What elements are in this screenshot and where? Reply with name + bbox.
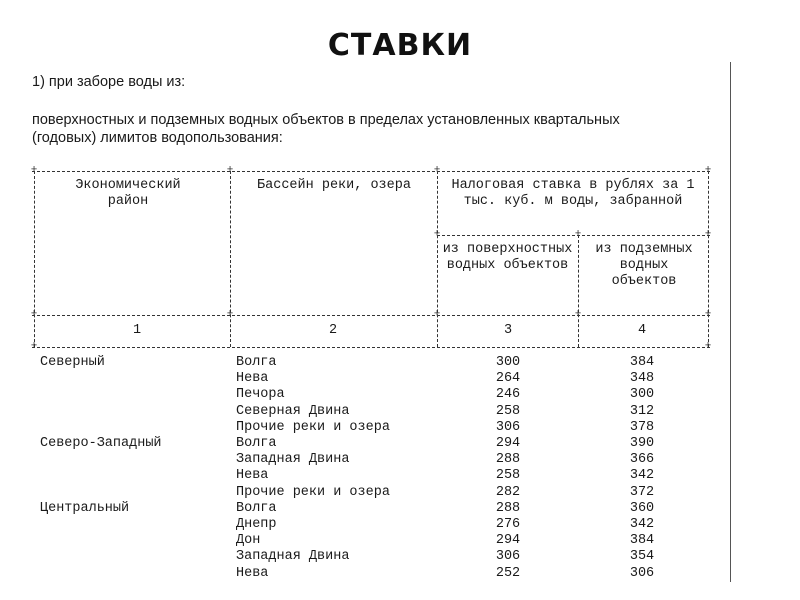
cell-underground-rate: 342: [629, 468, 655, 484]
cell-basin: Нева: [236, 565, 269, 581]
column-number: 2: [328, 323, 338, 338]
cell-surface-rate: 258: [495, 403, 521, 419]
cell-basin: Волга: [236, 436, 277, 451]
table-corner: +: [30, 308, 38, 321]
cell-basin: Северная Двина: [236, 403, 350, 419]
description-line-1: поверхностных и подземных водных объектов в пределах установленных квартальных: [32, 112, 620, 128]
header-underground: из подземных водных объектов: [595, 242, 693, 289]
table-rule-numbers-bottom: [32, 347, 710, 348]
cell-basin: Нева: [236, 468, 269, 484]
cell-underground-rate: 300: [629, 387, 655, 403]
document-image: [22, 62, 731, 582]
cell-underground-rate: 390: [629, 436, 655, 451]
cell-basin: Нева: [236, 371, 269, 387]
table-corner: +: [433, 308, 441, 321]
table-corner: +: [226, 164, 234, 177]
cell-basin: Волга: [236, 355, 277, 370]
table-corner: +: [704, 340, 712, 353]
cell-region: Центральный: [40, 500, 130, 516]
cell-surface-rate: 288: [495, 500, 521, 516]
cell-underground-rate: 306: [629, 565, 655, 581]
header-rate: Налоговая ставка в рублях за 1 тыс. куб. м воды, забранной: [451, 178, 695, 209]
header-basin: Бассейн реки, озера: [257, 178, 411, 193]
table-border-left: [34, 171, 35, 347]
header-surface: из поверхностных водных объектов: [442, 242, 573, 273]
cell-surface-rate: 282: [495, 484, 521, 500]
description-line-2: (годовых) лимитов водопользования:: [32, 130, 283, 146]
cell-surface-rate: 294: [495, 436, 521, 451]
table-corner: +: [704, 164, 712, 177]
cell-underground-rate: 384: [629, 533, 655, 549]
header-region: Экономический район: [75, 178, 181, 209]
cell-surface-rate: 276: [495, 517, 521, 532]
cell-underground-rate: 378: [629, 419, 655, 435]
table-corner: +: [704, 308, 712, 321]
table-rule-subheader: [437, 235, 710, 236]
cell-surface-rate: 252: [495, 565, 521, 581]
intro-text: 1) при заборе воды из:: [32, 74, 186, 90]
table-border-right: [708, 171, 709, 347]
cell-underground-rate: 312: [629, 403, 655, 419]
cell-basin: Днепр: [236, 517, 277, 532]
table-divider-3: [578, 235, 579, 347]
cell-underground-rate: 360: [629, 500, 655, 516]
cell-basin: Волга: [236, 500, 277, 516]
cell-underground-rate: 342: [629, 517, 655, 532]
cell-basin: Дон: [236, 533, 261, 549]
cell-basin: Западная Двина: [236, 452, 350, 468]
cell-basin: Печора: [236, 387, 285, 403]
table-corner: +: [574, 308, 582, 321]
table-corner: +: [704, 228, 712, 241]
cell-surface-rate: 264: [495, 371, 521, 387]
cell-underground-rate: 348: [629, 371, 655, 387]
table-divider-1: [230, 171, 231, 347]
cell-surface-rate: 258: [495, 468, 521, 484]
cell-underground-rate: 384: [629, 355, 655, 370]
cell-underground-rate: 366: [629, 452, 655, 468]
cell-surface-rate: 294: [495, 533, 521, 549]
table-corner: +: [433, 228, 441, 241]
cell-surface-rate: 246: [495, 387, 521, 403]
cell-basin: Прочие реки и озера: [236, 484, 390, 500]
cell-underground-rate: 372: [629, 484, 655, 500]
cell-surface-rate: 288: [495, 452, 521, 468]
cell-surface-rate: 306: [495, 549, 521, 565]
cell-basin: Прочие реки и озера: [236, 419, 390, 435]
column-number: 4: [637, 323, 647, 338]
cell-basin: Западная Двина: [236, 549, 350, 565]
table-corner: +: [226, 308, 234, 321]
cell-region: Северо-Западный: [40, 436, 162, 451]
slide-title: СТАВКИ: [327, 28, 473, 63]
cell-surface-rate: 300: [495, 355, 521, 370]
column-number: 3: [503, 323, 513, 338]
table-rule-top: [32, 171, 710, 172]
cell-surface-rate: 306: [495, 419, 521, 435]
table-rule-header-bottom: [32, 315, 710, 316]
table-corner: +: [30, 340, 38, 353]
cell-region: Северный: [40, 355, 105, 370]
table-corner: +: [574, 228, 582, 241]
table-corner: +: [433, 164, 441, 177]
table-corner: +: [30, 164, 38, 177]
column-number: 1: [132, 323, 142, 338]
cell-underground-rate: 354: [629, 549, 655, 565]
